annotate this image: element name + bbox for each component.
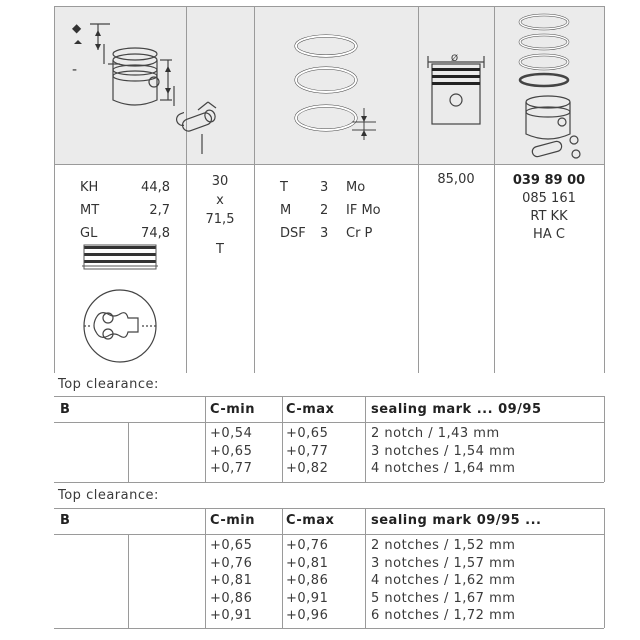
spec-code: MT: [80, 203, 100, 218]
table-row: [0, 556, 640, 574]
ring-material: Cr P: [346, 226, 373, 241]
col-divider-1: [186, 6, 187, 373]
cmin-cell: +0,81: [210, 573, 253, 588]
part-line: HA C: [533, 227, 565, 242]
cmax-cell: +0,77: [286, 443, 329, 459]
pin-diameter: 30: [211, 174, 229, 189]
mark-cell: 4 notches / 1,62 mm: [371, 573, 516, 588]
spec-col-bore: [420, 172, 492, 187]
cmax-cell: +0,91: [286, 590, 329, 606]
ring-row: [280, 176, 410, 199]
spec-row-kh: [80, 176, 170, 199]
spec-value: 2,7: [149, 203, 170, 218]
ring-count: 3: [320, 226, 329, 241]
mark-cell: 6 notches / 1,72 mm: [371, 608, 516, 623]
header-sealing-mark: sealing mark ... 09/95: [371, 402, 542, 417]
table-row: [0, 591, 640, 609]
ring-row: [280, 199, 410, 222]
table-top-border: [54, 6, 604, 7]
piston-pin-drawing: [178, 98, 224, 158]
svg-text:-: -: [72, 62, 78, 78]
spec-code: KH: [80, 180, 99, 195]
mark-cell: 2 notch / 1,43 mm: [371, 426, 500, 441]
cmax-cell: +0,82: [286, 461, 329, 476]
cmax-cell: +0,65: [286, 426, 329, 441]
ring-code: DSF: [280, 226, 306, 241]
pin-type: T: [216, 242, 224, 257]
spec-row-gl: [80, 222, 170, 245]
section-1-header-border: [54, 422, 604, 423]
ring-row: [280, 222, 410, 245]
cmin-cell: +0,91: [210, 608, 253, 623]
header-b: B: [60, 402, 71, 417]
table-row: [0, 444, 640, 462]
spec-code: GL: [80, 226, 98, 241]
cmax-cell: +0,81: [286, 555, 329, 571]
ring-count: 2: [320, 203, 329, 218]
table-row: [0, 426, 640, 444]
section-title: Top clearance:: [58, 488, 159, 503]
header-cmin: C-min: [210, 513, 255, 528]
col-divider-4: [494, 6, 495, 373]
spec-col-rings: [280, 176, 410, 245]
spec-value: 44,8: [141, 180, 170, 195]
part-line: 085 161: [522, 191, 576, 206]
section-2-top-border: [54, 508, 604, 509]
spec-value: 74,8: [141, 226, 170, 241]
cmin-cell: +0,77: [210, 461, 253, 476]
cmin-cell: +0,65: [210, 443, 253, 459]
mark-cell: 2 notches / 1,52 mm: [371, 538, 516, 553]
table-right-border: [604, 6, 605, 373]
mark-cell: 3 notches / 1,54 mm: [371, 443, 516, 459]
spec-row-mt: [80, 199, 170, 222]
piston-rings-drawing: [290, 30, 380, 150]
mark-cell: 3 notches / 1,57 mm: [371, 555, 516, 571]
pin-length: 71,5: [205, 212, 235, 227]
section-2-header-border: [54, 534, 604, 535]
piston-diameter-drawing: [424, 50, 488, 130]
bore-diameter: 85,00: [437, 172, 475, 187]
header-b: B: [60, 513, 71, 528]
pin-times: x: [216, 193, 224, 208]
cmin-cell: +0,65: [210, 538, 253, 553]
spec-col-part: [496, 172, 602, 244]
piston-kit-drawing: [512, 10, 592, 162]
table-row: [0, 461, 640, 479]
ring-material: IF Mo: [346, 203, 381, 218]
cmin-cell: +0,86: [210, 590, 253, 606]
part-number: 039 89 00: [512, 173, 586, 188]
ring-count: 3: [320, 180, 329, 195]
cmax-cell: +0,76: [286, 538, 329, 553]
section-1-bottom-border: [54, 482, 604, 483]
spec-col-pin: [188, 172, 252, 259]
svg-text:Ø: Ø: [451, 54, 459, 64]
col-divider-3: [418, 6, 419, 373]
header-cmax: C-max: [286, 513, 335, 528]
ring-code: M: [280, 203, 292, 218]
header-cmax: C-max: [286, 402, 335, 417]
mark-cell: 4 notches / 1,64 mm: [371, 461, 516, 476]
piston-dimension-drawing: [60, 10, 184, 160]
cmin-cell: +0,76: [210, 555, 253, 571]
piston-top-view-drawing: [78, 244, 162, 366]
section-title: Top clearance:: [58, 377, 159, 392]
section-1-top-border: [54, 396, 604, 397]
table-row: [0, 573, 640, 591]
header-sealing-mark: sealing mark 09/95 ...: [371, 513, 542, 528]
ring-material: Mo: [346, 180, 366, 195]
mark-cell: 5 notches / 1,67 mm: [371, 590, 516, 606]
table-row: [0, 538, 640, 556]
section-2-bottom-border: [54, 628, 604, 629]
svg-text:◆: ◆: [72, 21, 82, 35]
cmax-cell: +0,86: [286, 573, 329, 588]
ring-code: T: [280, 180, 288, 195]
table-row: [0, 608, 640, 626]
part-line: RT KK: [530, 209, 568, 224]
cmin-cell: +0,54: [210, 426, 253, 441]
header-bottom-border: [54, 164, 604, 165]
table-left-border: [54, 6, 55, 373]
header-cmin: C-min: [210, 402, 255, 417]
col-divider-2: [254, 6, 255, 373]
spec-col-dimensions: [80, 176, 170, 245]
cmax-cell: +0,96: [286, 608, 329, 623]
